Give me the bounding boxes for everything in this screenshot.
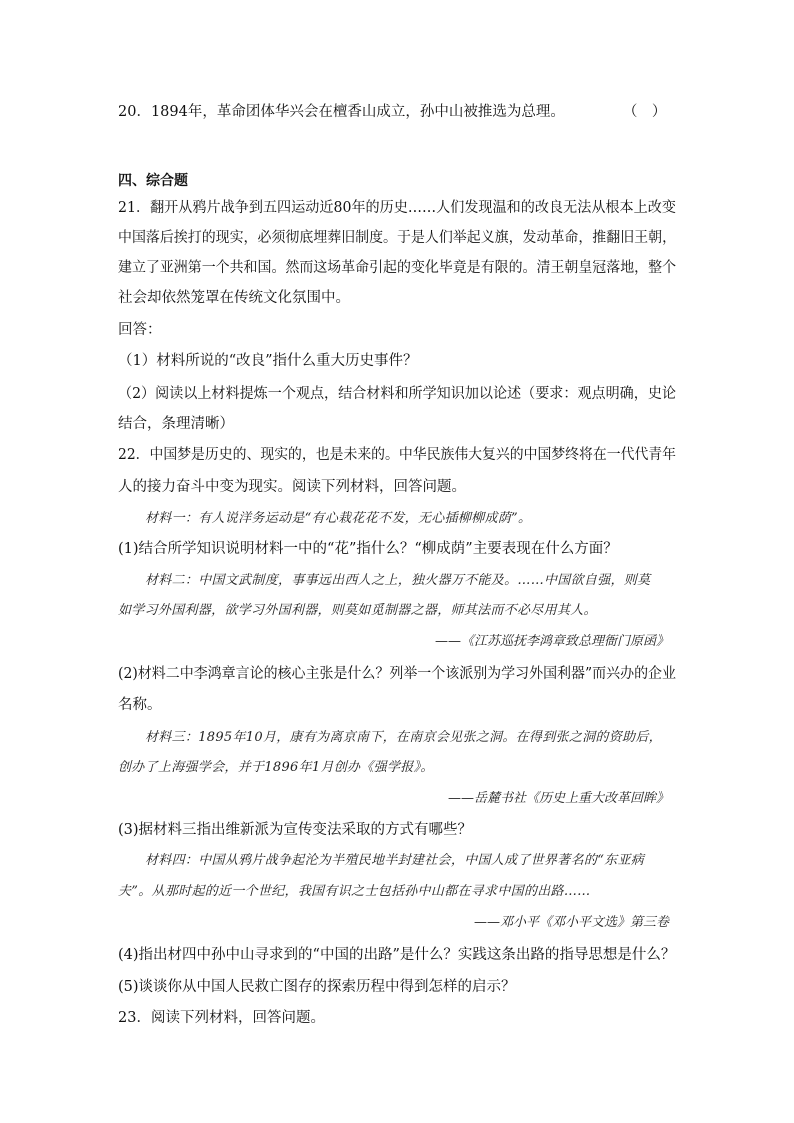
material-4-line-1: 材料四：中国从鸦片战争起沦为半殖民地半封建社会，中国人成了世界著名的“东亚病: [145, 853, 645, 868]
material-1: 材料一：有人说洋务运动是“有心栽花花不发，无心插柳柳成荫”。: [145, 511, 532, 526]
question-21-sub-1: （1）材料所说的“改良”指什么重大历史事件？: [118, 353, 418, 369]
question-21-sub-2-line-2: 结合，条理清晰）: [118, 416, 234, 432]
material-2-line-2: 如学习外国利器，欲学习外国利器，则莫如觅制器之器，师其法而不必尽用其人。: [118, 603, 597, 618]
material-2-line-1: 材料二：中国文武制度，事事远出西人之上，独火器万不能及。……中国欲自强，则莫: [145, 573, 651, 588]
answer-label: 回答：: [118, 322, 162, 338]
question-22-line-1: 22．中国梦是历史的、现实的，也是未来的。中华民族伟大复兴的中国梦终将在一代代青年: [118, 447, 677, 463]
question-20-text: 20．1894年，革命团体华兴会在檀香山成立，孙中山被推选为总理。: [118, 104, 565, 120]
question-23: 23．阅读下列材料，回答问题。: [118, 1010, 325, 1026]
material-3-line-2: 创办了上海强学会，并于1896年1月创办《强学报》。: [118, 760, 434, 775]
question-21-line-4: 社会却依然笼罩在传统文化氛围中。: [118, 290, 350, 306]
material-2-source: ——《江苏巡抚李鸿章致总理衙门原函》: [434, 634, 669, 649]
question-22-sub-2-line-2: 名称。: [118, 697, 162, 713]
question-22-line-2: 人的接力奋斗中变为现实。阅读下列材料，回答问题。: [118, 479, 466, 495]
section-title: 四、综合题: [118, 173, 188, 189]
material-3-line-1: 材料三：1895年10月，康有为离京南下，在南京会见张之洞。在得到张之洞的资助后，: [145, 730, 662, 745]
question-21-sub-2-line-1: （2）阅读以上材料提炼一个观点，结合材料和所学知识加以论述（要求：观点明确，史论: [118, 386, 677, 402]
question-21-line-2: 中国落后挨打的现实，必须彻底埋葬旧制度。于是人们举起义旗，发动革命，推翻旧王朝，: [118, 230, 677, 246]
question-21-line-3: 建立了亚洲第一个共和国。然而这场革命引起的变化毕竟是有限的。清王朝皇冠落地，整个: [118, 260, 677, 276]
material-4-line-2: 夫”。从那时起的近一个世纪，我国有识之士包括孙中山都在寻求中国的出路……: [118, 884, 591, 899]
question-20: [118, 102, 666, 122]
material-4-source: ——邓小平《邓小平文选》第三卷: [473, 915, 669, 930]
question-22-sub-2-line-1: (2)材料二中李鸿章言论的核心主张是什么？列举一个该派别为学习外国利器”而兴办的企业: [118, 666, 676, 682]
question-22-sub-3: (3)据材料三指出维新派为宣传变法采取的方式有哪些？: [118, 822, 473, 838]
question-22-sub-4: (4)指出材四中孙中山寻求到的“中国的出路”是什么？实践这条出路的指导思想是什么？: [118, 947, 676, 963]
answer-parentheses: （ ）: [622, 104, 667, 120]
question-21-line-1: 21．翻开从鸦片战争到五四运动近80年的历史……人们发现温和的改良无法从根本上改变: [118, 200, 676, 216]
question-22-sub-1: (1)结合所学知识说明材料一中的“花”指什么？“柳成荫”主要表现在什么方面？: [118, 541, 618, 557]
question-22-sub-5: (5)谈谈你从中国人民救亡图存的探索历程中得到怎样的启示？: [118, 979, 516, 995]
material-3-source: ——岳麓书社《历史上重大改革回眸》: [447, 791, 669, 806]
